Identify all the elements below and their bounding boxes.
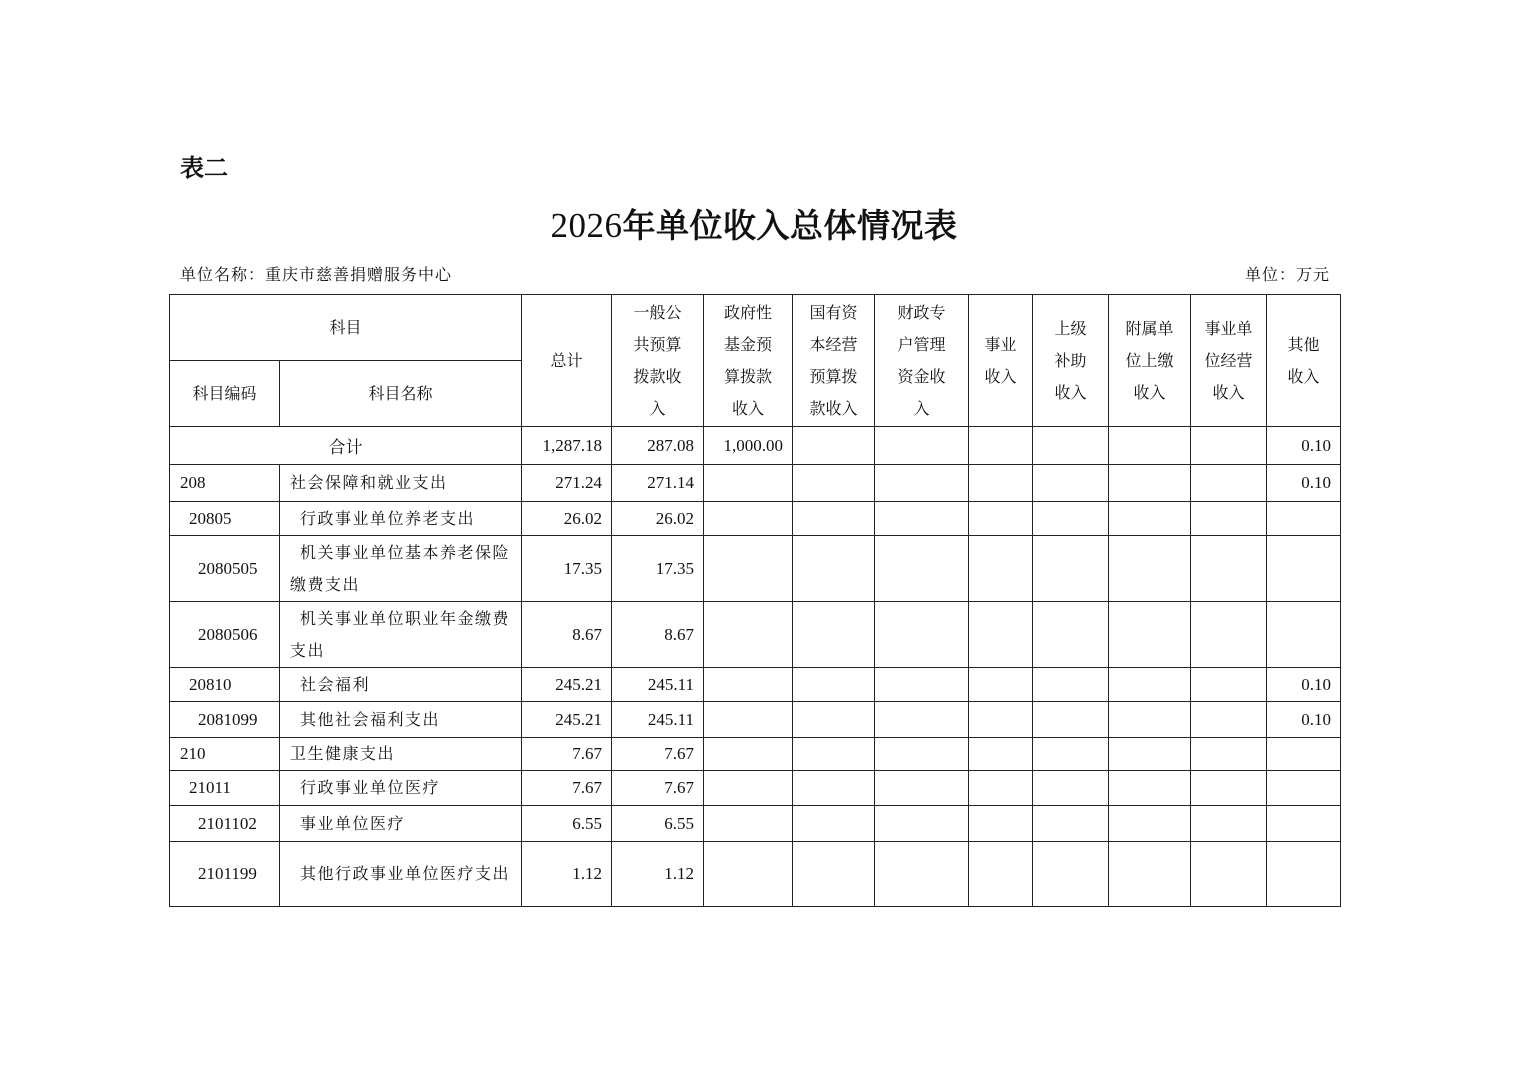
total-cell: 26.02	[522, 502, 612, 536]
empty-cell	[969, 842, 1033, 907]
empty-cell	[704, 536, 793, 602]
gov-fund-cell: 1,000.00	[704, 427, 793, 465]
header-line: 国有资	[809, 302, 858, 322]
header-line: 收入	[1212, 382, 1245, 402]
empty-cell	[1109, 771, 1191, 806]
header-line: 收入	[1133, 382, 1166, 402]
total-row	[170, 427, 1341, 465]
header-affiliate	[1109, 295, 1191, 427]
empty-cell	[875, 771, 969, 806]
header-total: 总计	[522, 295, 612, 427]
empty-cell	[704, 702, 793, 738]
subject-name	[280, 771, 522, 806]
other-cell	[1267, 842, 1341, 907]
empty-cell	[1191, 536, 1267, 602]
empty-cell	[704, 502, 793, 536]
empty-cell	[1033, 602, 1109, 668]
empty-cell	[875, 702, 969, 738]
empty-cell	[793, 738, 875, 771]
subject-name	[280, 668, 522, 702]
header-line: 共预算	[633, 334, 682, 354]
empty-cell	[875, 536, 969, 602]
subject-name-text: 其他社会福利支出	[300, 709, 441, 729]
empty-cell	[875, 502, 969, 536]
header-line: 收入	[732, 398, 765, 418]
subject-name-text: 行政事业单位养老支出	[300, 508, 476, 528]
subject-name: 社会保障和就业支出	[280, 465, 522, 502]
header-line: 位上缴	[1125, 350, 1174, 370]
empty-cell	[704, 771, 793, 806]
subject-name	[280, 502, 522, 536]
total-cell: 7.67	[522, 738, 612, 771]
empty-cell	[704, 465, 793, 502]
empty-cell	[1191, 738, 1267, 771]
empty-cell	[793, 502, 875, 536]
subject-code: 2081099	[170, 702, 280, 738]
total-cell: 6.55	[522, 806, 612, 842]
empty-cell	[1033, 738, 1109, 771]
subject-code: 2080505	[170, 536, 280, 602]
other-cell	[1267, 771, 1341, 806]
table-row	[170, 602, 1341, 668]
empty-cell	[875, 806, 969, 842]
unit-name: 单位名称：重庆市慈善捐赠服务中心	[180, 265, 453, 284]
other-cell	[1267, 536, 1341, 602]
header-general-budget	[612, 295, 704, 427]
other-cell: 0.10	[1267, 702, 1341, 738]
subject-code: 21011	[170, 771, 280, 806]
empty-cell	[1033, 465, 1109, 502]
total-label: 合计	[170, 427, 522, 465]
general-budget-cell: 1.12	[612, 842, 704, 907]
empty-cell	[1033, 806, 1109, 842]
total-cell: 7.67	[522, 771, 612, 806]
header-line: 本经营	[809, 334, 858, 354]
subject-name-text: 社会福利	[300, 674, 371, 694]
empty-cell	[1191, 668, 1267, 702]
subject-code: 210	[170, 738, 280, 771]
empty-cell	[704, 806, 793, 842]
table-row	[170, 771, 1341, 806]
empty-cell	[704, 842, 793, 907]
total-cell: 245.21	[522, 668, 612, 702]
empty-cell	[793, 602, 875, 668]
header-line: 收入	[1287, 366, 1320, 386]
table-row	[170, 465, 1341, 502]
other-cell	[1267, 738, 1341, 771]
header-line: 一般公	[633, 302, 682, 322]
header-line: 款收入	[809, 398, 858, 418]
subject-code: 2080506	[170, 602, 280, 668]
empty-cell	[1033, 771, 1109, 806]
subject-code: 208	[170, 465, 280, 502]
empty-cell	[969, 806, 1033, 842]
header-line: 附属单	[1125, 318, 1174, 338]
header-subject-name: 科目名称	[280, 361, 522, 427]
total-cell: 271.24	[522, 465, 612, 502]
header-line: 预算拨	[809, 366, 858, 386]
table-row	[170, 806, 1341, 842]
empty-cell	[1033, 668, 1109, 702]
empty-cell	[875, 465, 969, 502]
subject-name-text: 行政事业单位医疗	[300, 778, 441, 797]
empty-cell	[1109, 465, 1191, 502]
empty-cell	[1191, 427, 1267, 465]
empty-cell	[793, 842, 875, 907]
empty-cell	[1191, 702, 1267, 738]
empty-cell	[793, 536, 875, 602]
empty-cell	[969, 502, 1033, 536]
total-cell: 245.21	[522, 702, 612, 738]
subject-code: 20810	[170, 668, 280, 702]
total-cell: 8.67	[522, 602, 612, 668]
empty-cell	[1033, 536, 1109, 602]
general-budget-cell: 287.08	[612, 427, 704, 465]
empty-cell	[969, 536, 1033, 602]
general-budget-cell: 271.14	[612, 465, 704, 502]
header-fiscal-special	[875, 295, 969, 427]
title-text: 年单位收入总体情况表	[622, 206, 958, 245]
total-cell: 1,287.18	[522, 427, 612, 465]
subject-name: 机关事业单位基本养老保险缴费支出	[280, 536, 522, 602]
header-state-capital	[793, 295, 875, 427]
total-cell: 17.35	[522, 536, 612, 602]
header-line: 入	[913, 398, 930, 418]
subject-name: 机关事业单位职业年金缴费支出	[280, 602, 522, 668]
header-line: 基金预	[724, 334, 773, 354]
header-line: 事业	[984, 334, 1017, 354]
header-line: 财政专	[897, 302, 946, 322]
subject-name-text: 事业单位医疗	[300, 813, 406, 833]
empty-cell	[793, 771, 875, 806]
subject-name	[280, 702, 522, 738]
empty-cell	[1191, 842, 1267, 907]
table-row	[170, 842, 1341, 907]
header-line: 收入	[1054, 382, 1087, 402]
table-body	[170, 427, 1341, 907]
other-cell: 0.10	[1267, 465, 1341, 502]
general-budget-cell: 6.55	[612, 806, 704, 842]
empty-cell	[1109, 842, 1191, 907]
empty-cell	[793, 427, 875, 465]
other-cell: 0.10	[1267, 427, 1341, 465]
unit-measure: 单位：万元	[1244, 265, 1330, 284]
general-budget-cell: 26.02	[612, 502, 704, 536]
empty-cell	[969, 738, 1033, 771]
empty-cell	[793, 806, 875, 842]
header-line: 收入	[984, 366, 1017, 386]
empty-cell	[875, 738, 969, 771]
table-header	[170, 295, 1341, 427]
header-line: 事业单	[1204, 318, 1253, 338]
empty-cell	[1109, 806, 1191, 842]
header-business	[969, 295, 1033, 427]
empty-cell	[1191, 602, 1267, 668]
empty-cell	[1109, 668, 1191, 702]
empty-cell	[793, 668, 875, 702]
subject-name: 卫生健康支出	[280, 738, 522, 771]
subject-code: 2101102	[170, 806, 280, 842]
empty-cell	[793, 465, 875, 502]
table-row	[170, 502, 1341, 536]
empty-cell	[1109, 536, 1191, 602]
empty-cell	[1109, 427, 1191, 465]
empty-cell	[969, 668, 1033, 702]
empty-cell	[1191, 502, 1267, 536]
title-year: 2026	[550, 206, 623, 245]
general-budget-cell: 245.11	[612, 668, 704, 702]
empty-cell	[704, 738, 793, 771]
other-cell	[1267, 502, 1341, 536]
table-row	[170, 738, 1341, 771]
header-line: 入	[649, 398, 666, 418]
header-line: 上级	[1054, 318, 1087, 338]
empty-cell	[1109, 702, 1191, 738]
empty-cell	[1109, 738, 1191, 771]
subject-name	[280, 806, 522, 842]
empty-cell	[1033, 427, 1109, 465]
header-line: 其他	[1287, 334, 1320, 354]
total-cell: 1.12	[522, 842, 612, 907]
empty-cell	[875, 602, 969, 668]
header-superior-subsidy	[1033, 295, 1109, 427]
empty-cell	[969, 602, 1033, 668]
empty-cell	[1033, 502, 1109, 536]
other-cell	[1267, 806, 1341, 842]
general-budget-cell: 7.67	[612, 771, 704, 806]
empty-cell	[969, 771, 1033, 806]
empty-cell	[1191, 465, 1267, 502]
empty-cell	[875, 668, 969, 702]
empty-cell	[875, 842, 969, 907]
general-budget-cell: 8.67	[612, 602, 704, 668]
table-label: 表二	[180, 154, 228, 182]
empty-cell	[1191, 806, 1267, 842]
header-line: 户管理	[897, 334, 946, 354]
other-cell	[1267, 602, 1341, 668]
subject-code: 20805	[170, 502, 280, 536]
table-row	[170, 702, 1341, 738]
empty-cell	[875, 427, 969, 465]
header-line: 政府性	[724, 302, 773, 322]
empty-cell	[1109, 602, 1191, 668]
header-line: 资金收	[897, 366, 946, 386]
header-subject: 科目	[170, 295, 522, 361]
header-other	[1267, 295, 1341, 427]
general-budget-cell: 245.11	[612, 702, 704, 738]
empty-cell	[969, 702, 1033, 738]
empty-cell	[1109, 502, 1191, 536]
subject-name: 其他行政事业单位医疗支出	[280, 842, 522, 907]
page-title	[0, 200, 1508, 247]
general-budget-cell: 7.67	[612, 738, 704, 771]
empty-cell	[1191, 771, 1267, 806]
empty-cell	[1033, 702, 1109, 738]
empty-cell	[793, 702, 875, 738]
header-business-operation	[1191, 295, 1267, 427]
subject-code: 2101199	[170, 842, 280, 907]
general-budget-cell: 17.35	[612, 536, 704, 602]
header-line: 算拨款	[724, 366, 773, 386]
empty-cell	[969, 465, 1033, 502]
empty-cell	[1033, 842, 1109, 907]
empty-cell	[704, 668, 793, 702]
header-line: 补助	[1054, 350, 1087, 370]
header-line: 位经营	[1204, 350, 1253, 370]
table-row	[170, 668, 1341, 702]
header-subject-code: 科目编码	[170, 361, 280, 427]
other-cell: 0.10	[1267, 668, 1341, 702]
header-gov-fund	[704, 295, 793, 427]
table-row	[170, 536, 1341, 602]
header-line: 拨款收	[633, 366, 682, 386]
income-table	[169, 294, 1341, 907]
empty-cell	[704, 602, 793, 668]
empty-cell	[969, 427, 1033, 465]
